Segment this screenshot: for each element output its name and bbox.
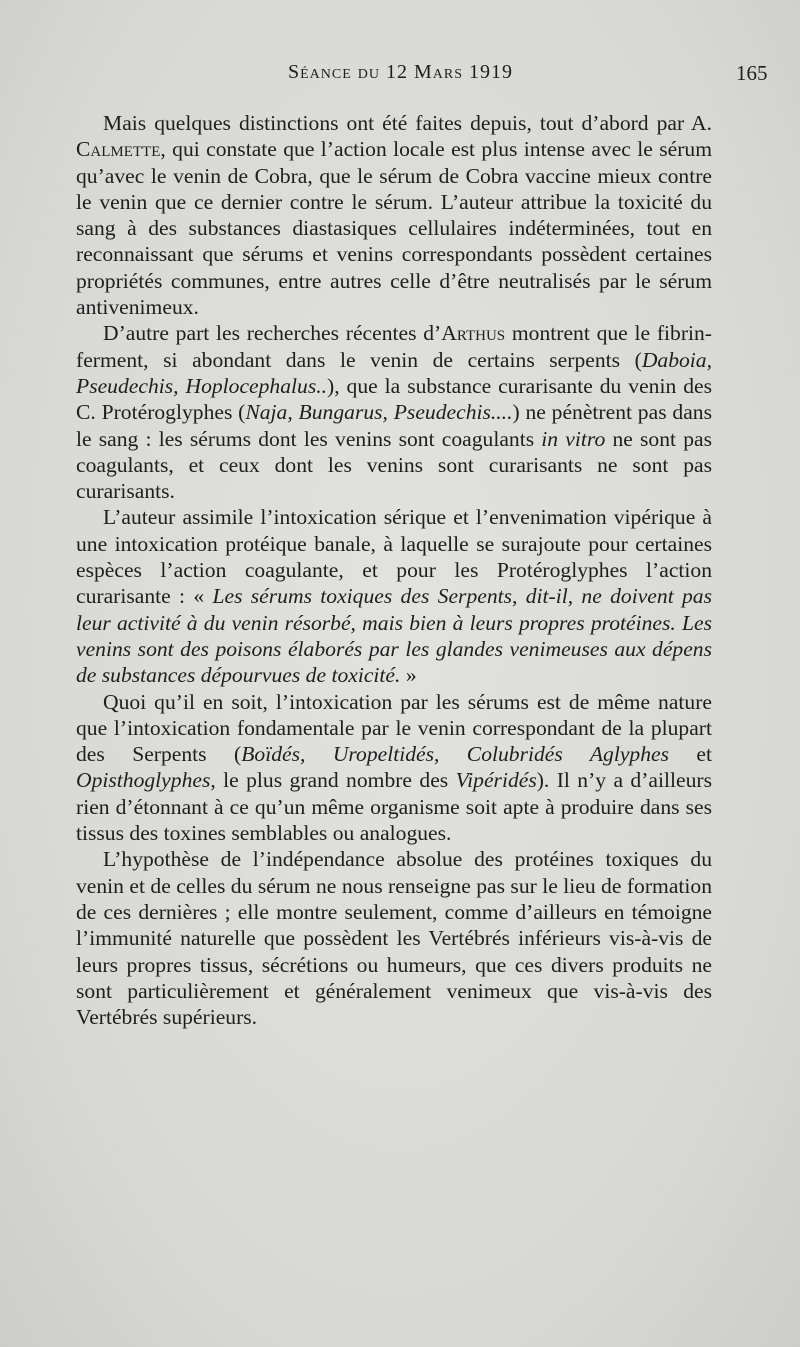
running-head: Séance du 12 Mars 1919 [288, 61, 514, 83]
paragraph [76, 110, 712, 320]
text-run: ), que la substance curarisante du venin des C. Protéroglyphes ( [76, 373, 712, 425]
text-run: ne sont pas coagulants, et ceux dont les venins sont curarisants ne sont pas curarisants. [76, 426, 712, 504]
taxon-names: Naja, Bungarus, Pseudechis.... [245, 400, 513, 425]
body-text [76, 110, 712, 1030]
taxon-names: Opisthoglyphes [76, 768, 211, 793]
latin-term: in vitro [541, 426, 606, 451]
quotation: Les sérums toxiques des Serpents, dit-il, ne doivent pas leur activité à du venin résorbé, mais bien à leurs propres protéines. Les venins sont des poisons élaborés par les glandes venimeuses aux dépens de substances dépourvues de toxicité. [76, 584, 712, 688]
paragraph [76, 320, 712, 504]
page-header [0, 58, 800, 88]
text-run: , le plus grand nombre des [210, 768, 456, 793]
taxon-names: Daboia, Pseudechis, Hoplocephalus.. [76, 347, 712, 398]
text-run: » [400, 663, 417, 688]
author-name: Arthus [441, 321, 506, 346]
text-run: ) ne pénètrent pas dans le sang : les sérums dont les venins sont coagulants [76, 400, 712, 451]
text-run: Mais quelques distinctions ont été faites depuis, tout d’abord par A. [103, 111, 712, 135]
taxon-names: Boïdés, Uropeltidés, Colubridés Aglyphes [241, 742, 669, 767]
author-name: Calmette [76, 137, 161, 162]
text-run: Quoi qu’il en soit, l’intoxication par les sérums est de même nature que l’intoxication fondamentale par le venin correspondant de la plupart des Serpents ( [76, 689, 712, 767]
text-run: ). Il n’y a d’ailleurs rien d’étonnant à ce qu’un même organisme soit apte à produire dans ses tissus des toxines semblables ou analogues. [76, 768, 712, 846]
text-run: L’hypothèse de l’indépendance absolue des protéines toxiques du venin et de celles du sérum ne nous renseigne pas sur le lieu de formation de ces dernières ; elle montre seulement, comme d’ailleurs en témoigne l’immunité naturelle que possèdent les Vertébrés inférieurs vis-à-vis de leurs propres tissus, sécrétions ou humeurs, que ces divers produits ne sont particulièrement et généralement venimeux que vis-à-vis des Vertébrés supérieurs. [76, 847, 712, 1030]
text-run: D’autre part les recherches récentes d’ [103, 321, 442, 346]
taxon-names: Vipéridés [455, 768, 537, 793]
page-number: 165 [736, 61, 768, 85]
text-run: et [668, 742, 713, 767]
text-run: montrent que le fibrin-ferment, si abondant dans le venin de certains serpents ( [76, 321, 712, 372]
paragraph [76, 689, 712, 847]
text-run: L’auteur assimile l’intoxication sérique et l’envenimation vipérique à une intoxication protéique banale, à laquelle se surajoute pour certaines espèces l’action coagulante, et pour les Protéroglyphes l’action curarisante : « [76, 505, 712, 609]
text-run: , qui constate que l’action locale est plus intense avec le sérum qu’avec le venin de Cobra, que le sérum de Cobra vaccine mieux contre le venin que ce dernier contre le sérum. L’auteur attribue la toxicité du sang à des substances diastasiques cellulaires indéterminées, tout en reconnaissant que sérums et venins correspondants possèdent certaines propriétés communes, entre autres celle d’être neutralisés par le sérum antivenimeux. [76, 137, 712, 320]
paragraph [76, 504, 712, 688]
paragraph [76, 846, 712, 1030]
